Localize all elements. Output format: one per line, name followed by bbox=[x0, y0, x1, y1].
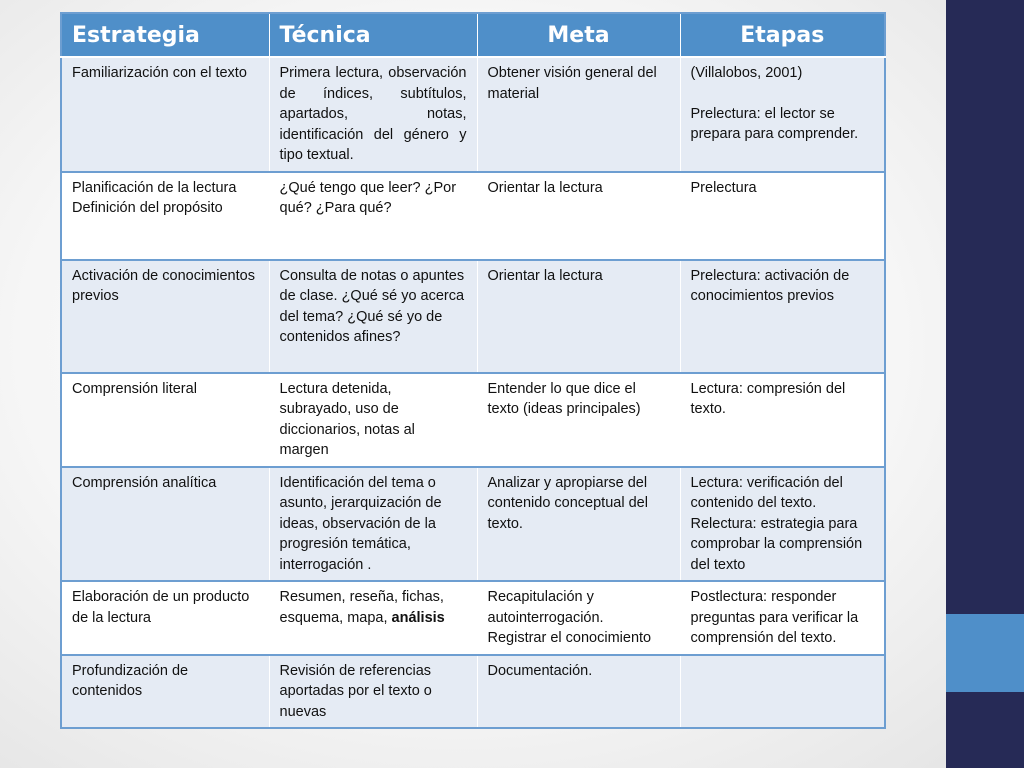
cell-meta: Documentación. bbox=[477, 655, 680, 729]
header-estrategia: Estrategia bbox=[61, 13, 269, 57]
cell-estrategia: Comprensión analítica bbox=[61, 467, 269, 582]
cell-etapas bbox=[680, 57, 885, 172]
etapas-line: Relectura: estrategia para comprobar la comprensión del texto bbox=[690, 515, 863, 573]
cell-etapas: Postlectura: responder preguntas para verificar la comprensión del texto. bbox=[680, 581, 885, 655]
cell-etapas bbox=[680, 655, 885, 729]
table-row bbox=[61, 467, 885, 582]
cell-tecnica: Lectura detenida, subrayado, uso de diccionarios, notas al margen bbox=[269, 373, 477, 467]
cell-tecnica: Primera lectura, observación de índices, subtítulos, apartados, notas, identificación del género y tipo textual. bbox=[269, 57, 477, 172]
cell-meta: Analizar y apropiarse del contenido conceptual del texto. bbox=[477, 467, 680, 582]
cell-etapas: Lectura: compresión del texto. bbox=[680, 373, 885, 467]
strategy-table bbox=[60, 12, 886, 729]
estrategia-line: Planificación de la lectura bbox=[72, 179, 237, 196]
cell-meta: Orientar la lectura bbox=[477, 172, 680, 260]
cell-tecnica: Revisión de referencias aportadas por el texto o nuevas bbox=[269, 655, 477, 729]
etapas-line: Lectura: verificación del contenido del texto. bbox=[690, 474, 843, 511]
etapas-line: Prelectura: el lector se prepara para comprender. bbox=[690, 105, 859, 142]
cell-estrategia: Familiarización con el texto bbox=[61, 57, 269, 172]
cell-tecnica: Consulta de notas o apuntes de clase. ¿Qué sé yo acerca del tema? ¿Qué sé yo de contenidos afines? bbox=[269, 260, 477, 373]
header-tecnica: Técnica bbox=[269, 13, 477, 57]
cell-estrategia bbox=[61, 172, 269, 260]
cell-estrategia: Comprensión literal bbox=[61, 373, 269, 467]
header-row bbox=[61, 13, 885, 57]
table-row bbox=[61, 655, 885, 729]
meta-line: Recapitulación y autointerrogación. bbox=[487, 589, 604, 626]
table-row bbox=[61, 581, 885, 655]
table-row bbox=[61, 373, 885, 467]
side-bar-accent bbox=[946, 614, 1024, 692]
table-row bbox=[61, 172, 885, 260]
cell-etapas bbox=[680, 467, 885, 582]
etapas-line: (Villalobos, 2001) bbox=[690, 65, 803, 81]
cell-meta: Orientar la lectura bbox=[477, 260, 680, 373]
cell-meta: Obtener visión general del material bbox=[477, 57, 680, 172]
tecnica-bold-text: análisis bbox=[391, 609, 445, 626]
estrategia-line: Definición del propósito bbox=[72, 200, 223, 216]
cell-tecnica: ¿Qué tengo que leer? ¿Por qué? ¿Para qué? bbox=[269, 172, 477, 260]
cell-meta bbox=[477, 581, 680, 655]
table-row bbox=[61, 57, 885, 172]
tecnica-text: Resumen, reseña, fichas, esquema, mapa, bbox=[279, 589, 444, 626]
meta-line: Registrar el conocimiento bbox=[487, 630, 652, 646]
cell-estrategia: Activación de conocimientos previos bbox=[61, 260, 269, 373]
header-meta: Meta bbox=[477, 13, 680, 57]
cell-etapas: Prelectura bbox=[680, 172, 885, 260]
table-row bbox=[61, 260, 885, 373]
cell-tecnica: Identificación del tema o asunto, jerarquización de ideas, observación de la progresión temática, interrogación . bbox=[269, 467, 477, 582]
cell-tecnica bbox=[269, 581, 477, 655]
cell-etapas: Prelectura: activación de conocimientos previos bbox=[680, 260, 885, 373]
cell-estrategia: Profundización de contenidos bbox=[61, 655, 269, 729]
cell-meta: Entender lo que dice el texto (ideas principales) bbox=[477, 373, 680, 467]
header-etapas: Etapas bbox=[680, 13, 885, 57]
cell-estrategia: Elaboración de un producto de la lectura bbox=[61, 581, 269, 655]
